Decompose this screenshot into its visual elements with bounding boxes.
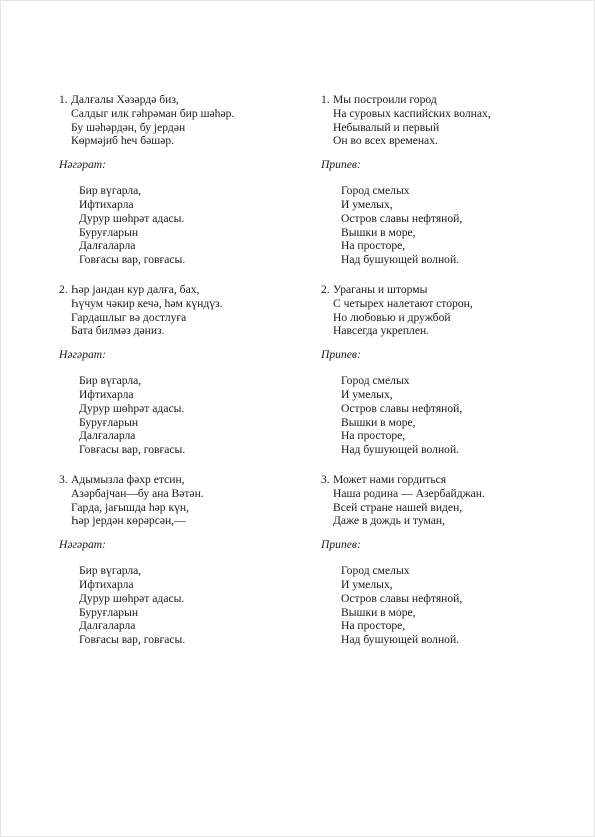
verse-line: Мы построили город — [333, 93, 437, 106]
stanza-gap — [321, 267, 551, 283]
refrain-line: Ифтихарла — [79, 197, 134, 211]
refrain-line: И умелых, — [341, 387, 393, 401]
refrain-line: Бир вүгарла, — [79, 184, 142, 198]
refrain-line: Ифтихарла — [79, 577, 134, 591]
stanza-1 — [321, 93, 551, 267]
refrain-line: Вышки в море, — [341, 225, 416, 239]
verse-line: Он во всех временах. — [333, 134, 438, 148]
refrain-line: Бир вүгарла, — [79, 374, 142, 388]
verse-line: С четырех налетают сторон, — [333, 296, 473, 310]
refrain-line: И умелых, — [341, 197, 393, 211]
refrain-line: Город смелых — [341, 184, 410, 198]
refrain-line: Дурур шөһрәт адасы. — [79, 591, 185, 605]
refrain-line: Говғасы вар, говғасы. — [79, 253, 186, 267]
verse — [321, 473, 551, 528]
verse-number: 2. — [59, 282, 68, 296]
refrain-line: Над бушующей волной. — [341, 253, 460, 267]
refrain-lines — [321, 564, 551, 647]
verse-lines — [59, 93, 289, 148]
verse-lines — [321, 473, 551, 528]
azerbaijani-lyrics-column — [59, 93, 289, 647]
verse-line: Даже в дождь и туман, — [333, 514, 445, 528]
verse-number: 1. — [59, 93, 68, 106]
refrain-line: На просторе, — [341, 429, 406, 443]
verse-line: Далғалы Хәзәрдә биз, — [71, 93, 179, 106]
stanza-2 — [321, 283, 551, 457]
refrain-line: Город смелых — [341, 564, 410, 578]
refrain-line: И умелых, — [341, 577, 393, 591]
verse-line: Адымызла фәхр етсин, — [71, 472, 185, 486]
refrain-lines — [59, 564, 289, 647]
verse-line: Навсегда укреплен. — [333, 324, 430, 338]
verse-line: Гарда, јағышда һәр күн, — [71, 500, 189, 514]
stanza-gap — [59, 457, 289, 473]
refrain-title: Припев: — [321, 348, 361, 362]
stanza-1 — [59, 93, 289, 267]
verse-line: Бу шәһәрдән, бу јердән — [71, 120, 186, 134]
refrain-line: Далғаларла — [79, 239, 136, 253]
stanza-gap — [321, 457, 551, 473]
refrain-line: Далғаларла — [79, 429, 136, 443]
refrain-title: Нәгәрат: — [59, 158, 107, 172]
verse-line: Һәр јердән көрәрсән,— — [71, 514, 186, 528]
verse-line: Гардашлыг вә достлуға — [71, 310, 187, 324]
refrain-line: Над бушующей волной. — [341, 633, 460, 647]
verse-lines — [59, 473, 289, 528]
verse — [321, 283, 551, 338]
verse-lines — [321, 93, 551, 148]
refrain-lines — [59, 184, 289, 267]
refrain-line: Остров славы нефтяной, — [341, 401, 463, 415]
verse-line: На суровых каспийских волнах, — [333, 106, 491, 120]
stanza-gap — [59, 267, 289, 283]
verse-line: Бата билмәз дәниз. — [71, 324, 165, 338]
verse-line: Һәр јандан кур далға, бах, — [71, 282, 200, 296]
refrain-lines — [321, 184, 551, 267]
verse-line: Всей стране нашей виден, — [333, 500, 463, 514]
refrain-line: Буруғларын — [79, 415, 139, 429]
refrain-line: Остров славы нефтяной, — [341, 211, 463, 225]
refrain-title: Нәгәрат: — [59, 348, 107, 362]
refrain-line: Ифтихарла — [79, 387, 134, 401]
refrain-line: Дурур шөһрәт адасы. — [79, 211, 185, 225]
russian-lyrics-column — [321, 93, 551, 647]
verse-number: 1. — [321, 93, 330, 106]
verse — [59, 473, 289, 528]
stanza-3 — [321, 473, 551, 647]
verse-lines — [59, 283, 289, 338]
refrain-title: Нәгәрат: — [59, 538, 107, 552]
verse-line: Азәрбајчан—бу ана Вәтән. — [71, 486, 204, 500]
verse — [59, 283, 289, 338]
refrain-line: На просторе, — [341, 239, 406, 253]
refrain-line: На просторе, — [341, 619, 406, 633]
refrain-title: Припев: — [321, 158, 361, 172]
refrain-line: Город смелых — [341, 374, 410, 388]
refrain-line: Буруғларын — [79, 225, 139, 239]
refrain-title: Припев: — [321, 538, 361, 552]
verse — [321, 93, 551, 148]
refrain-line: Дурур шөһрәт адасы. — [79, 401, 185, 415]
refrain-line: Говғасы вар, говғасы. — [79, 633, 186, 647]
stanza-2 — [59, 283, 289, 457]
verse-lines — [321, 283, 551, 338]
verse-line: Может нами гордиться — [333, 472, 447, 486]
refrain-line: Вышки в море, — [341, 605, 416, 619]
refrain-line: Бир вүгарла, — [79, 564, 142, 578]
verse-line: Ураганы и штормы — [333, 282, 428, 296]
verse-line: Салдыг илк гәһрәман бир шәһәр. — [71, 106, 235, 120]
verse-number: 3. — [321, 472, 330, 486]
verse-line: Но любовью и дружбой — [333, 310, 451, 324]
verse-line: Наша родина — Азербайджан. — [333, 486, 485, 500]
refrain-lines — [321, 374, 551, 457]
verse — [59, 93, 289, 148]
refrain-line: Вышки в море, — [341, 415, 416, 429]
refrain-line: Буруғларын — [79, 605, 139, 619]
refrain-line: Остров славы нефтяной, — [341, 591, 463, 605]
refrain-line: Далғаларла — [79, 619, 136, 633]
verse-line: Көрмәјиб һеч бәшәр. — [71, 134, 175, 148]
verse-number: 3. — [59, 472, 68, 486]
verse-line: Һүчум чәкир кечә, һәм күндүз. — [71, 296, 223, 310]
refrain-lines — [59, 374, 289, 457]
stanza-3 — [59, 473, 289, 647]
verse-line: Небывалый и первый — [333, 120, 440, 134]
refrain-line: Говғасы вар, говғасы. — [79, 443, 186, 457]
verse-number: 2. — [321, 282, 330, 296]
refrain-line: Над бушующей волной. — [341, 443, 460, 457]
